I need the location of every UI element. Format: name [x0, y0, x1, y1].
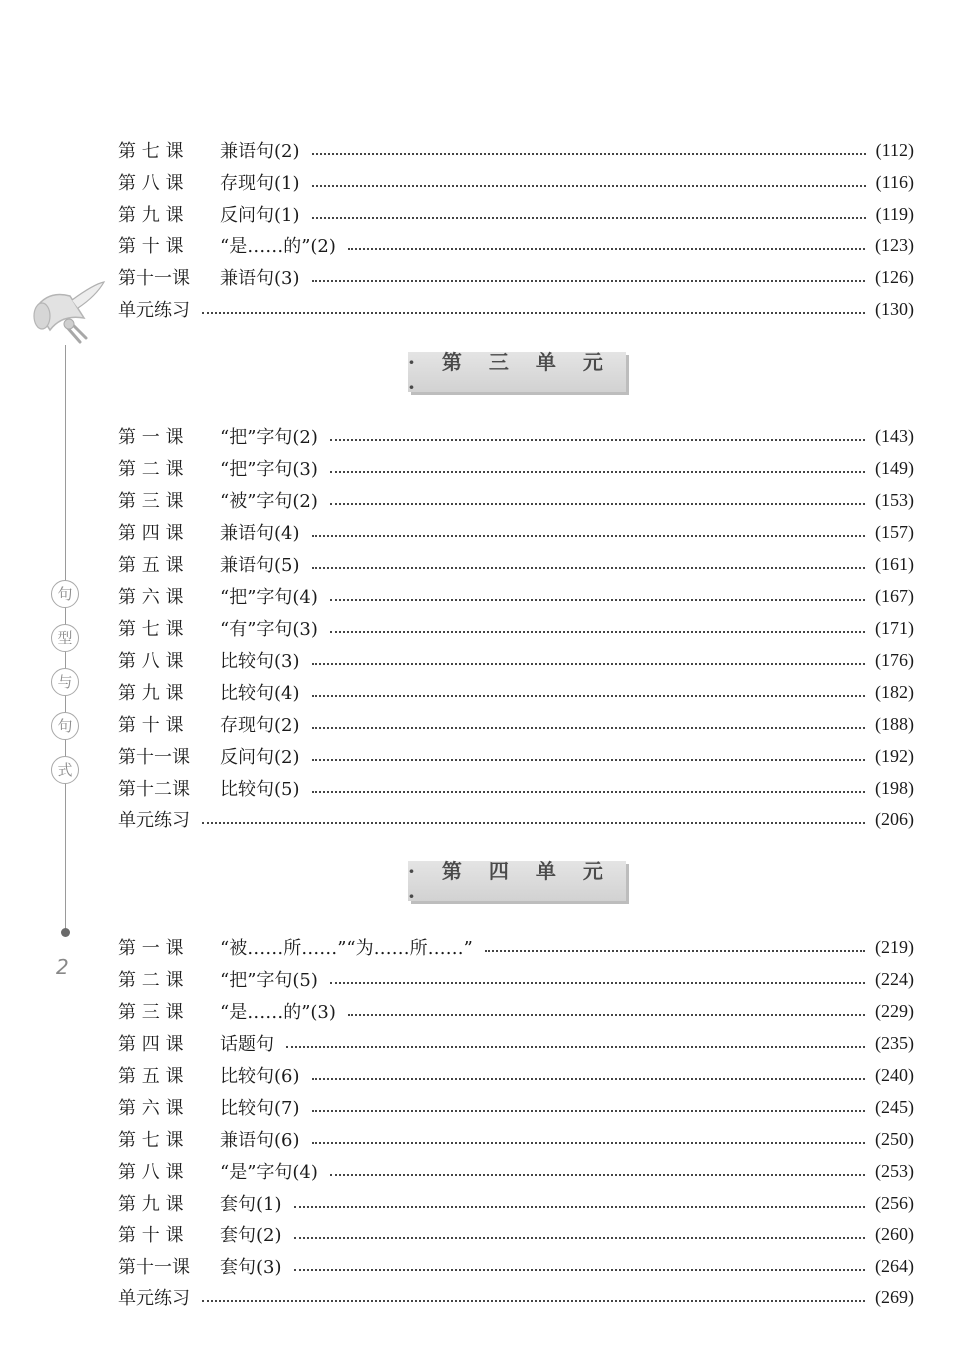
dot-leader	[348, 1012, 865, 1016]
toc-row	[118, 230, 914, 260]
lesson-number: 第 三 课	[118, 491, 184, 512]
scroll-quill-icon	[28, 278, 108, 348]
lesson-number: 第 六 课	[118, 1098, 184, 1119]
toc-row	[118, 996, 914, 1026]
lesson-number: 第 四 课	[118, 1034, 184, 1055]
dot-leader	[312, 1076, 866, 1080]
dot-leader	[294, 1235, 866, 1239]
toc-row	[118, 421, 914, 451]
toc-row	[118, 135, 914, 165]
toc-row	[118, 709, 914, 739]
lesson-topic: “是……的”(2)	[220, 236, 336, 257]
lesson-number: 第十一课	[118, 1257, 190, 1278]
page-ref: (153)	[875, 489, 914, 510]
toc-row	[118, 581, 914, 611]
lesson-number: 第 九 课	[118, 1194, 184, 1215]
page-ref: (188)	[875, 713, 914, 734]
toc-row	[118, 1060, 914, 1090]
toc-row	[118, 549, 914, 579]
page-ref: (149)	[875, 457, 914, 478]
dot-leader	[312, 725, 866, 729]
toc-row	[118, 613, 914, 643]
sidebar-char: 与	[51, 668, 79, 696]
dot-leader	[485, 948, 865, 952]
page-ref: (157)	[875, 521, 914, 542]
dot-leader	[330, 501, 865, 505]
lesson-topic: 比较句(4)	[220, 683, 300, 704]
lesson-topic: 比较句(6)	[220, 1066, 300, 1087]
page-ref: (161)	[875, 553, 914, 574]
page-ref: (171)	[875, 617, 914, 638]
toc-row-practice	[118, 804, 914, 834]
dot-leader	[202, 310, 865, 314]
page-ref: (260)	[875, 1223, 914, 1244]
page-ref: (119)	[875, 203, 914, 224]
dot-leader	[312, 661, 866, 665]
lesson-topic: 比较句(5)	[220, 779, 300, 800]
page-ref: (198)	[875, 777, 914, 798]
lesson-number: 第 十 课	[118, 1225, 184, 1246]
lesson-topic: 比较句(3)	[220, 651, 300, 672]
lesson-number: 第 七 课	[118, 141, 184, 162]
page-ref: (123)	[875, 234, 914, 255]
toc-row	[118, 645, 914, 675]
page-ref: (269)	[875, 1286, 914, 1307]
dot-leader	[312, 693, 866, 697]
lesson-topic: 比较句(7)	[220, 1098, 300, 1119]
toc-row-practice	[118, 1282, 914, 1312]
lesson-topic: 反问句(1)	[220, 205, 300, 226]
lesson-number: 第 三 课	[118, 1002, 184, 1023]
lesson-number: 第 十 课	[118, 236, 184, 257]
toc-row	[118, 1219, 914, 1249]
dot-leader	[294, 1267, 866, 1271]
unit-practice-label: 单元练习	[118, 810, 190, 831]
lesson-topic: 兼语句(5)	[220, 555, 300, 576]
sidebar-char: 型	[51, 624, 79, 652]
page-ref: (167)	[875, 585, 914, 606]
lesson-topic: 套句(3)	[220, 1257, 282, 1278]
lesson-topic: 套句(2)	[220, 1225, 282, 1246]
lesson-number: 第 八 课	[118, 1162, 184, 1183]
dot-leader	[286, 1044, 865, 1048]
page-ref: (256)	[875, 1192, 914, 1213]
lesson-number: 第十二课	[118, 779, 190, 800]
lesson-topic: “被”字句(2)	[220, 491, 318, 512]
sidebar-dot	[61, 928, 70, 937]
dot-leader	[330, 980, 865, 984]
dot-leader	[312, 533, 866, 537]
page-ref: (219)	[875, 936, 914, 957]
lesson-topic: “把”字句(4)	[220, 587, 318, 608]
dot-leader	[348, 246, 865, 250]
toc-row	[118, 262, 914, 292]
toc-row	[118, 677, 914, 707]
page-ref: (229)	[875, 1000, 914, 1021]
lesson-number: 第 五 课	[118, 555, 184, 576]
dot-leader	[330, 437, 865, 441]
dot-leader	[312, 151, 866, 155]
toc-row	[118, 1124, 914, 1154]
lesson-number: 第 六 课	[118, 587, 184, 608]
unit-banner: · 第 四 单 元 ·	[408, 861, 626, 901]
dot-leader	[294, 1204, 866, 1208]
sidebar-char: 句	[51, 712, 79, 740]
dot-leader	[312, 1108, 866, 1112]
lesson-topic: “是”字句(4)	[220, 1162, 318, 1183]
lesson-number: 第 一 课	[118, 938, 184, 959]
dot-leader	[202, 820, 865, 824]
lesson-number: 第 二 课	[118, 459, 184, 480]
lesson-number: 第 九 课	[118, 205, 184, 226]
toc-row	[118, 741, 914, 771]
sidebar-char: 式	[51, 756, 79, 784]
page-ref: (206)	[875, 808, 914, 829]
lesson-number: 第 九 课	[118, 683, 184, 704]
toc-row	[118, 773, 914, 803]
lesson-topic: 反问句(2)	[220, 747, 300, 768]
lesson-number: 第十一课	[118, 747, 190, 768]
dot-leader	[312, 789, 866, 793]
unit-banner: · 第 三 单 元 ·	[408, 352, 626, 392]
lesson-topic: 兼语句(2)	[220, 141, 300, 162]
lesson-number: 第 八 课	[118, 651, 184, 672]
toc-row	[118, 1156, 914, 1186]
lesson-number: 第十一课	[118, 268, 190, 289]
unit-practice-label: 单元练习	[118, 300, 190, 321]
lesson-topic: 套句(1)	[220, 1194, 282, 1215]
sidebar-char: 句	[51, 580, 79, 608]
lesson-topic: “被……所……”“为……所……”	[220, 938, 473, 959]
toc-row	[118, 199, 914, 229]
sidebar	[0, 0, 110, 1368]
page-ref: (130)	[875, 298, 914, 319]
dot-leader	[312, 565, 866, 569]
lesson-topic: “是……的”(3)	[220, 1002, 336, 1023]
page-ref: (112)	[875, 139, 914, 160]
lesson-topic: 兼语句(3)	[220, 268, 300, 289]
page-ref: (224)	[875, 968, 914, 989]
page-number: 2	[56, 955, 69, 979]
toc-row	[118, 453, 914, 483]
toc-row-practice	[118, 294, 914, 324]
dot-leader	[330, 1172, 865, 1176]
dot-leader	[312, 1140, 866, 1144]
page-ref: (240)	[875, 1064, 914, 1085]
dot-leader	[330, 629, 865, 633]
page-ref: (264)	[875, 1255, 914, 1276]
toc-row	[118, 964, 914, 994]
toc-row	[118, 485, 914, 515]
page-ref: (116)	[875, 171, 914, 192]
lesson-number: 第 八 课	[118, 173, 184, 194]
lesson-number: 第 十 课	[118, 715, 184, 736]
unit-practice-label: 单元练习	[118, 1288, 190, 1309]
lesson-topic: 兼语句(6)	[220, 1130, 300, 1151]
lesson-number: 第 七 课	[118, 619, 184, 640]
dot-leader	[330, 597, 865, 601]
dot-leader	[312, 278, 866, 282]
toc-row	[118, 1028, 914, 1058]
lesson-topic: 兼语句(4)	[220, 523, 300, 544]
page-ref: (126)	[875, 266, 914, 287]
dot-leader	[312, 183, 866, 187]
lesson-number: 第 二 课	[118, 970, 184, 991]
page-ref: (253)	[875, 1160, 914, 1181]
toc-row	[118, 517, 914, 547]
toc-row	[118, 1251, 914, 1281]
page-ref: (182)	[875, 681, 914, 702]
toc-row	[118, 932, 914, 962]
lesson-topic: 话题句	[220, 1034, 274, 1055]
page-ref: (245)	[875, 1096, 914, 1117]
page-ref: (250)	[875, 1128, 914, 1149]
dot-leader	[312, 215, 866, 219]
lesson-topic: “有”字句(3)	[220, 619, 318, 640]
dot-leader	[330, 469, 865, 473]
lesson-number: 第 五 课	[118, 1066, 184, 1087]
lesson-number: 第 七 课	[118, 1130, 184, 1151]
lesson-topic: 存现句(2)	[220, 715, 300, 736]
toc-row	[118, 1092, 914, 1122]
page-ref: (235)	[875, 1032, 914, 1053]
lesson-number: 第 一 课	[118, 427, 184, 448]
page-ref: (192)	[875, 745, 914, 766]
page-ref: (143)	[875, 425, 914, 446]
toc-row	[118, 167, 914, 197]
lesson-topic: 存现句(1)	[220, 173, 300, 194]
lesson-number: 第 四 课	[118, 523, 184, 544]
lesson-topic: “把”字句(2)	[220, 427, 318, 448]
lesson-topic: “把”字句(3)	[220, 459, 318, 480]
dot-leader	[312, 757, 866, 761]
dot-leader	[202, 1298, 865, 1302]
lesson-topic: “把”字句(5)	[220, 970, 318, 991]
page-ref: (176)	[875, 649, 914, 670]
toc-row	[118, 1188, 914, 1218]
